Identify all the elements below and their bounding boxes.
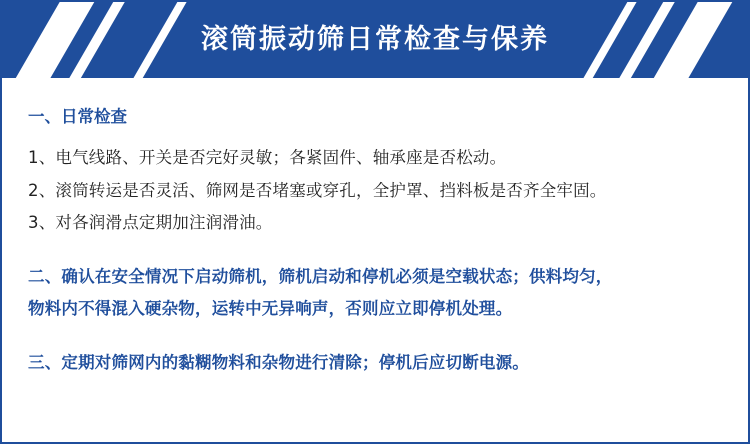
section-one-item-2: 2、滚筒转运是否灵活、筛网是否堵塞或穿孔，全护罩、挡料板是否齐全牢固。 bbox=[28, 180, 607, 200]
section-one-heading: 一、日常检查 bbox=[28, 107, 127, 126]
section-two-line-1: 二、确认在安全情况下启动筛机，筛机启动和停机必须是空载状态；供料均匀， bbox=[28, 266, 613, 286]
section-one-item-1: 1、电气线路、开关是否完好灵敏；各紧固件、轴承座是否松动。 bbox=[28, 148, 507, 168]
section-cleaning bbox=[28, 347, 722, 379]
document-body bbox=[2, 78, 748, 379]
header-banner bbox=[2, 2, 748, 78]
section-two-line-2: 物料内不得混入硬杂物，运转中无异响声，否则应立即停机处理。 bbox=[28, 299, 513, 319]
section-three-line-1: 三、定期对筛网内的黏糊物料和杂物进行清除；停机后应切断电源。 bbox=[28, 353, 529, 373]
section-safe-startup bbox=[28, 261, 722, 325]
page-title: 滚筒振动筛日常检查与保养 bbox=[201, 24, 549, 55]
section-one-item-3: 3、对各润滑点定期加注润滑油。 bbox=[28, 212, 273, 232]
section-daily-inspection bbox=[28, 104, 722, 239]
